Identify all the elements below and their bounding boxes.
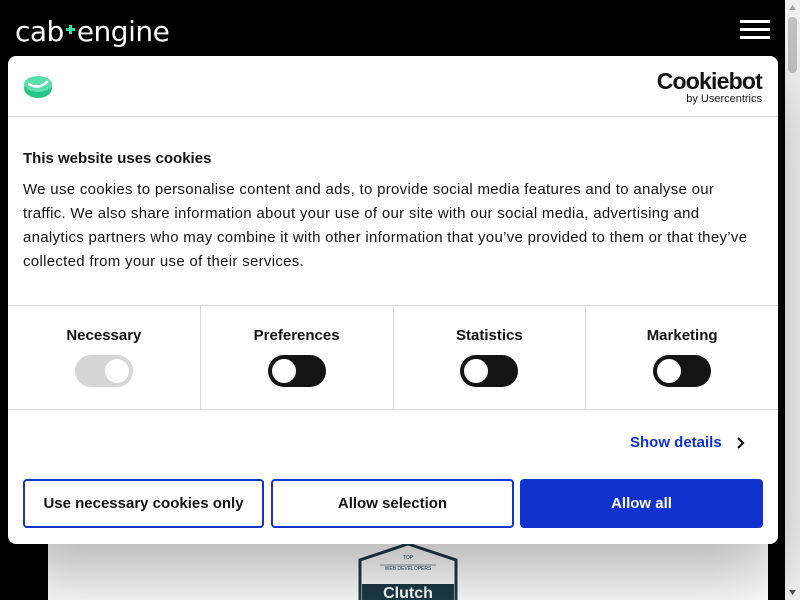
logo-text-left: cab [15,14,64,48]
logo-text-right: engine [76,14,170,48]
brand-subtitle: by Usercentrics [686,93,762,105]
brand-name: Cookiebot [656,68,762,94]
category-label: Preferences [253,327,340,344]
category-preferences [201,306,394,409]
chevron-right-icon [736,436,746,450]
category-statistics [394,306,587,409]
consent-categories [8,305,778,410]
cookiebot-brand-logo[interactable] [657,70,762,105]
badge-line-category: WEB DEVELOPERS [384,566,432,572]
category-label: Marketing [646,327,718,344]
show-details-label: Show details [630,434,722,451]
hamburger-menu-icon[interactable] [740,20,770,40]
dialog-title: This website uses cookies [23,150,212,167]
show-details-link[interactable] [630,434,746,451]
marketing-toggle[interactable] [653,355,711,387]
dialog-body-text: We use cookies to personalise content and ads, to provide social media features and to analyse our traffic. We also share information about your use of our site with our social media, advertising and analytics partners who may combine it with other information that you’ve provided to them or that they’ve collected from your use of their services. [23,181,748,270]
statistics-toggle[interactable] [460,355,518,387]
preferences-toggle[interactable] [268,355,326,387]
category-label: Statistics [456,327,523,344]
badge-line-top: TOP [402,555,414,561]
necessary-toggle [75,355,133,387]
cookie-logo-icon [23,74,53,100]
site-header [0,0,785,60]
scroll-up-arrow-icon[interactable] [785,0,800,15]
allow-all-button[interactable]: Allow all [520,479,763,528]
scroll-down-arrow-icon[interactable] [785,585,800,600]
site-logo[interactable] [15,14,169,48]
logo-plus-icon [66,25,75,34]
page-scrollbar[interactable] [785,0,800,600]
category-marketing [586,306,778,409]
dialog-header [8,56,778,117]
use-necessary-cookies-button[interactable]: Use necessary cookies only [23,479,264,528]
allow-selection-button[interactable]: Allow selection [271,479,514,528]
clutch-badge [358,542,458,600]
category-necessary [8,306,201,409]
badge-brand: Clutch [383,585,433,600]
cookie-consent-dialog [8,56,778,544]
category-label: Necessary [66,327,142,344]
scrollbar-thumb[interactable] [788,17,797,73]
